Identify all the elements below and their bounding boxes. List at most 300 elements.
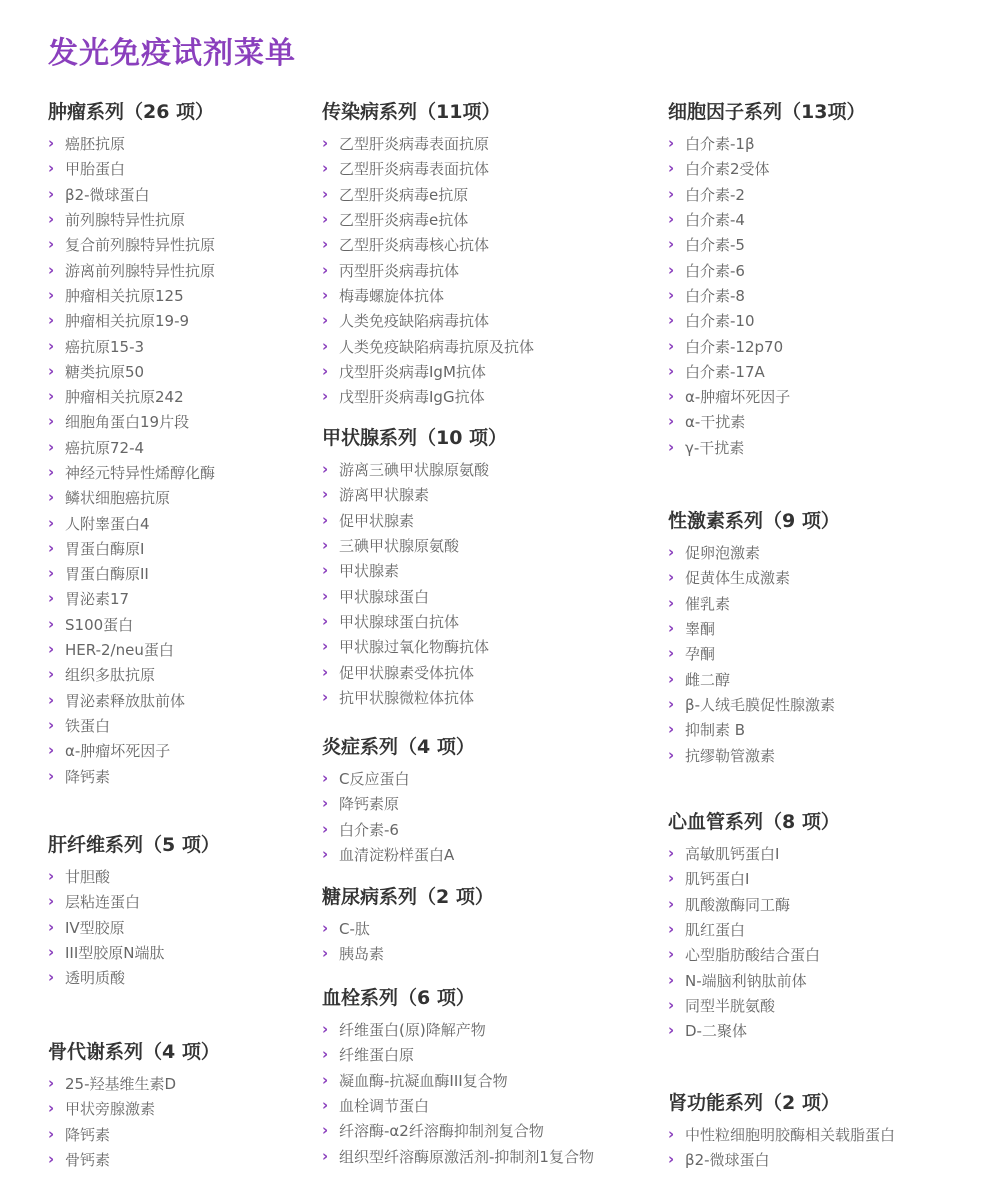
item-label: β2-微球蛋白	[65, 185, 150, 204]
list-item	[48, 435, 215, 460]
chevron-right-icon: ›	[48, 134, 55, 153]
list-item	[48, 409, 215, 434]
item-label: 甲胎蛋白	[65, 160, 126, 179]
section-heading: 传染病系列（11项）	[322, 101, 501, 123]
chevron-right-icon: ›	[322, 460, 329, 479]
chevron-right-icon: ›	[668, 894, 675, 913]
chevron-right-icon: ›	[48, 690, 55, 709]
list-item	[668, 156, 865, 181]
list-item	[48, 738, 215, 763]
item-label: N-端脑利钠肽前体	[685, 971, 807, 990]
item-label: 高敏肌钙蛋白I	[685, 845, 780, 864]
item-label: 肿瘤相关抗原242	[65, 388, 184, 407]
item-label: 白介素-4	[685, 211, 745, 230]
section-heading: 肿瘤系列（26 项）	[48, 101, 215, 123]
item-label: 人附睾蛋白4	[65, 514, 150, 533]
chevron-right-icon: ›	[322, 1045, 329, 1064]
chevron-right-icon: ›	[668, 970, 675, 989]
chevron-right-icon: ›	[668, 1150, 675, 1169]
chevron-right-icon: ›	[48, 614, 55, 633]
item-label: 白介素-6	[339, 820, 399, 839]
list-item	[668, 692, 840, 717]
section-heading: 细胞因子系列（13项）	[668, 101, 866, 123]
item-label: 胃泌素释放肽前体	[65, 691, 186, 710]
item-label: γ-干扰素	[685, 438, 745, 457]
list-item	[48, 1147, 220, 1172]
item-label: 胃蛋白酶原II	[65, 565, 149, 584]
item-label: 戊型肝炎病毒IgM抗体	[339, 362, 486, 381]
section-tumor	[48, 99, 215, 789]
item-label: 促甲状腺素受体抗体	[339, 663, 475, 682]
section-inflammation	[322, 734, 475, 867]
chevron-right-icon: ›	[322, 919, 329, 938]
section-heading: 肝纤维系列（5 项）	[48, 834, 220, 856]
list-item	[48, 283, 215, 308]
list-item	[322, 1118, 594, 1143]
section-thyroid	[322, 425, 507, 710]
item-label: 白介素-1β	[685, 135, 755, 154]
item-label: 纤维蛋白原	[339, 1046, 415, 1065]
chevron-right-icon: ›	[48, 488, 55, 507]
chevron-right-icon: ›	[322, 845, 329, 864]
list-item	[48, 359, 215, 384]
item-label: 肌酸激酶同工酶	[685, 895, 791, 914]
list-item	[322, 1017, 594, 1042]
list-item	[322, 457, 507, 482]
item-label: IV型胶原	[65, 918, 125, 937]
list-item	[322, 257, 534, 282]
chevron-right-icon: ›	[48, 1150, 55, 1169]
chevron-right-icon: ›	[668, 311, 675, 330]
item-label: 细胞角蛋白19片段	[65, 413, 190, 432]
item-label: 人类免疫缺陷病毒抗原及抗体	[339, 337, 535, 356]
item-label: 游离三碘甲状腺原氨酸	[339, 461, 490, 480]
list-item	[322, 156, 534, 181]
item-label: 甲状腺球蛋白	[339, 587, 430, 606]
item-label: 甲状腺过氧化物酶抗体	[339, 638, 490, 657]
section-heading: 心血管系列（8 项）	[668, 811, 840, 833]
item-label: 血清淀粉样蛋白A	[339, 846, 455, 865]
item-label: 组织多肽抗原	[65, 666, 156, 685]
list-item	[668, 409, 865, 434]
list-item	[668, 742, 840, 767]
list-item	[48, 965, 220, 990]
chevron-right-icon: ›	[322, 184, 329, 203]
item-label: 胃泌素17	[65, 590, 130, 609]
list-item	[48, 510, 215, 535]
chevron-right-icon: ›	[322, 1096, 329, 1115]
list-item	[48, 333, 215, 358]
list-item	[668, 359, 865, 384]
item-list	[322, 131, 534, 409]
item-label: 复合前列腺特异性抗原	[65, 236, 216, 255]
item-list	[48, 864, 220, 990]
list-item	[668, 207, 865, 232]
chevron-right-icon: ›	[48, 260, 55, 279]
chevron-right-icon: ›	[322, 662, 329, 681]
chevron-right-icon: ›	[322, 159, 329, 178]
list-item	[48, 207, 215, 232]
list-item	[48, 182, 215, 207]
chevron-right-icon: ›	[322, 510, 329, 529]
chevron-right-icon: ›	[668, 669, 675, 688]
chevron-right-icon: ›	[48, 589, 55, 608]
item-label: 乙型肝炎病毒e抗原	[339, 185, 469, 204]
item-label: 抗甲状腺微粒体抗体	[339, 688, 475, 707]
list-item	[668, 616, 840, 641]
chevron-right-icon: ›	[48, 235, 55, 254]
item-label: 鳞状细胞癌抗原	[65, 489, 171, 508]
item-label: S100蛋白	[65, 615, 134, 634]
chevron-right-icon: ›	[48, 210, 55, 229]
list-item	[668, 283, 865, 308]
item-label: 三碘甲状腺原氨酸	[339, 537, 460, 556]
list-item	[668, 1122, 895, 1147]
item-label: 甲状腺素	[339, 562, 400, 581]
item-label: 甲状旁腺激素	[65, 1100, 156, 1119]
list-item	[322, 131, 534, 156]
list-item	[48, 915, 220, 940]
item-label: 癌胚抗原	[65, 135, 126, 154]
item-label: 白介素-17A	[685, 362, 765, 381]
chevron-right-icon: ›	[322, 260, 329, 279]
section-cytokine	[668, 99, 865, 460]
chevron-right-icon: ›	[322, 611, 329, 630]
item-list	[668, 131, 865, 460]
item-label: C-肽	[339, 920, 370, 939]
item-label: 戊型肝炎病毒IgG抗体	[339, 388, 485, 407]
item-label: 白介素-6	[685, 261, 745, 280]
item-label: 催乳素	[685, 594, 731, 613]
chevron-right-icon: ›	[48, 463, 55, 481]
chevron-right-icon: ›	[668, 869, 675, 888]
list-item	[322, 766, 475, 791]
item-label: 梅毒螺旋体抗体	[339, 286, 445, 305]
item-label: 抗缪勒管激素	[685, 746, 776, 765]
chevron-right-icon: ›	[668, 437, 675, 456]
chevron-right-icon: ›	[668, 260, 675, 279]
list-item	[48, 1122, 220, 1147]
list-item	[322, 659, 507, 684]
section-heading: 甲状腺系列（10 项）	[322, 427, 508, 449]
list-item	[322, 842, 475, 867]
section-heading: 性激素系列（9 项）	[668, 510, 840, 532]
item-label: 神经元特异性烯醇化酶	[65, 464, 216, 482]
item-label: 同型半胱氨酸	[685, 996, 776, 1015]
chevron-right-icon: ›	[668, 361, 675, 380]
chevron-right-icon: ›	[48, 640, 55, 659]
list-item	[48, 485, 215, 510]
chevron-right-icon: ›	[668, 568, 675, 587]
chevron-right-icon: ›	[668, 1125, 675, 1144]
list-item	[322, 1093, 594, 1118]
item-list	[322, 916, 494, 967]
item-label: 胃蛋白酶原I	[65, 539, 145, 558]
page-title: 发光免疫试剂菜单	[48, 36, 296, 71]
section-thrombosis	[322, 985, 594, 1169]
chevron-right-icon: ›	[322, 794, 329, 813]
list-item	[668, 308, 865, 333]
item-label: 乙型肝炎病毒表面抗原	[339, 135, 490, 154]
list-item	[322, 583, 507, 608]
list-item	[48, 586, 215, 611]
chevron-right-icon: ›	[48, 513, 55, 532]
item-label: 纤溶酶-α2纤溶酶抑制剂复合物	[339, 1122, 544, 1141]
section-sex-hormone	[668, 508, 840, 768]
item-label: 促卵泡激素	[685, 544, 761, 563]
item-list	[322, 457, 507, 710]
item-label: β-人绒毛膜促性腺激素	[685, 695, 835, 714]
list-item	[48, 763, 215, 788]
chevron-right-icon: ›	[48, 564, 55, 583]
list-item	[322, 609, 507, 634]
list-item	[48, 257, 215, 282]
list-item	[668, 131, 865, 156]
chevron-right-icon: ›	[668, 235, 675, 254]
list-item	[48, 384, 215, 409]
list-item	[668, 540, 840, 565]
list-item	[668, 666, 840, 691]
item-label: HER-2/neu蛋白	[65, 641, 174, 660]
list-item	[668, 1018, 840, 1043]
list-item	[48, 713, 215, 738]
item-list	[322, 766, 475, 867]
chevron-right-icon: ›	[668, 619, 675, 638]
item-label: 甲状腺球蛋白抗体	[339, 612, 460, 631]
list-item	[668, 967, 840, 992]
item-list	[668, 841, 840, 1043]
chevron-right-icon: ›	[668, 184, 675, 203]
item-label: 白介素-10	[685, 312, 755, 331]
list-item	[322, 1143, 594, 1168]
list-item	[48, 536, 215, 561]
list-item	[668, 917, 840, 942]
item-label: 组织型纤溶酶原激活剂-抑制剂1复合物	[339, 1147, 594, 1166]
list-item	[668, 641, 840, 666]
item-label: 白介素-2	[685, 185, 745, 204]
item-label: α-肿瘤坏死因子	[65, 742, 171, 761]
item-label: 人类免疫缺陷病毒抗体	[339, 312, 490, 331]
list-item	[668, 866, 840, 891]
item-list	[48, 131, 215, 789]
item-label: α-肿瘤坏死因子	[685, 388, 791, 407]
item-label: 乙型肝炎病毒e抗体	[339, 211, 469, 230]
section-bone	[48, 1039, 220, 1172]
item-label: 癌抗原72-4	[65, 438, 145, 457]
chevron-right-icon: ›	[48, 361, 55, 380]
list-item	[322, 634, 507, 659]
chevron-right-icon: ›	[322, 1020, 329, 1039]
chevron-right-icon: ›	[668, 720, 675, 739]
chevron-right-icon: ›	[48, 968, 55, 987]
list-item	[48, 561, 215, 586]
item-list	[668, 540, 840, 768]
chevron-right-icon: ›	[322, 769, 329, 788]
item-list	[322, 1017, 594, 1169]
list-item	[48, 688, 215, 713]
chevron-right-icon: ›	[322, 536, 329, 555]
chevron-right-icon: ›	[668, 694, 675, 713]
item-label: 胰岛素	[339, 945, 385, 964]
chevron-right-icon: ›	[48, 311, 55, 330]
item-label: 白介素2受体	[685, 160, 770, 179]
chevron-right-icon: ›	[48, 437, 55, 456]
item-label: III型胶原N端肽	[65, 944, 165, 963]
chevron-right-icon: ›	[322, 210, 329, 229]
chevron-right-icon: ›	[668, 844, 675, 863]
chevron-right-icon: ›	[48, 412, 55, 431]
item-label: 降钙素	[65, 1125, 111, 1144]
list-item	[322, 941, 494, 966]
item-label: 促甲状腺素	[339, 511, 415, 530]
item-label: 肌钙蛋白I	[685, 870, 750, 889]
item-label: α-干扰素	[685, 413, 746, 432]
list-item	[48, 308, 215, 333]
list-item	[322, 1068, 594, 1093]
item-label: 中性粒细胞明胶酶相关载脂蛋白	[685, 1126, 896, 1145]
chevron-right-icon: ›	[322, 1070, 329, 1089]
chevron-right-icon: ›	[322, 1146, 329, 1165]
list-item	[668, 1147, 895, 1172]
section-heading: 炎症系列（4 项）	[322, 736, 475, 758]
item-label: 降钙素原	[339, 795, 400, 814]
chevron-right-icon: ›	[668, 995, 675, 1014]
item-label: 肿瘤相关抗原19-9	[65, 312, 190, 331]
chevron-right-icon: ›	[322, 586, 329, 605]
chevron-right-icon: ›	[668, 134, 675, 153]
item-label: 铁蛋白	[65, 716, 111, 735]
section-liver-fibrosis	[48, 832, 220, 990]
chevron-right-icon: ›	[48, 538, 55, 557]
list-item	[48, 612, 215, 637]
chevron-right-icon: ›	[322, 819, 329, 838]
chevron-right-icon: ›	[322, 311, 329, 330]
item-label: 骨钙素	[65, 1151, 111, 1170]
list-item	[322, 182, 534, 207]
item-label: 透明质酸	[65, 969, 126, 988]
item-label: 白介素-8	[685, 286, 745, 305]
list-item	[322, 333, 534, 358]
chevron-right-icon: ›	[48, 741, 55, 760]
chevron-right-icon: ›	[322, 687, 329, 706]
item-label: β2-微球蛋白	[685, 1151, 770, 1170]
item-label: 层粘连蛋白	[65, 893, 141, 912]
chevron-right-icon: ›	[322, 1121, 329, 1140]
chevron-right-icon: ›	[322, 387, 329, 406]
list-item	[48, 232, 215, 257]
chevron-right-icon: ›	[668, 644, 675, 663]
chevron-right-icon: ›	[322, 485, 329, 504]
item-list	[668, 1122, 895, 1173]
item-label: 乙型肝炎病毒表面抗体	[339, 160, 490, 179]
list-item	[322, 817, 475, 842]
list-item	[322, 283, 534, 308]
item-label: 雌二醇	[685, 670, 731, 689]
item-label: 抑制素 B	[685, 721, 746, 740]
chevron-right-icon: ›	[322, 235, 329, 254]
chevron-right-icon: ›	[48, 943, 55, 962]
chevron-right-icon: ›	[48, 867, 55, 886]
list-item	[668, 384, 865, 409]
chevron-right-icon: ›	[322, 285, 329, 304]
section-infectious	[322, 99, 534, 409]
chevron-right-icon: ›	[48, 766, 55, 785]
chevron-right-icon: ›	[48, 1074, 55, 1093]
chevron-right-icon: ›	[48, 665, 55, 684]
section-heading: 肾功能系列（2 项）	[668, 1092, 840, 1114]
list-item	[322, 207, 534, 232]
chevron-right-icon: ›	[668, 336, 675, 355]
list-item	[48, 460, 215, 485]
chevron-right-icon: ›	[668, 387, 675, 406]
item-label: 促黄体生成激素	[685, 569, 791, 588]
list-item	[668, 182, 865, 207]
item-label: 乙型肝炎病毒核心抗体	[339, 236, 490, 255]
item-label: 白介素-5	[685, 236, 745, 255]
list-item	[48, 940, 220, 965]
section-heading: 骨代谢系列（4 项）	[48, 1041, 220, 1063]
list-item	[322, 916, 494, 941]
chevron-right-icon: ›	[668, 412, 675, 431]
list-item	[48, 1071, 220, 1096]
list-item	[668, 232, 865, 257]
chevron-right-icon: ›	[322, 561, 329, 580]
list-item	[48, 131, 215, 156]
list-item	[668, 717, 840, 742]
chevron-right-icon: ›	[322, 336, 329, 355]
list-item	[48, 864, 220, 889]
list-item	[322, 384, 534, 409]
chevron-right-icon: ›	[48, 184, 55, 203]
list-item	[668, 435, 865, 460]
list-item	[322, 791, 475, 816]
chevron-right-icon: ›	[668, 920, 675, 939]
list-item	[322, 482, 507, 507]
item-label: 糖类抗原50	[65, 362, 145, 381]
item-label: 纤维蛋白(原)降解产物	[339, 1021, 486, 1040]
list-item	[668, 892, 840, 917]
chevron-right-icon: ›	[48, 715, 55, 734]
list-item	[668, 942, 840, 967]
chevron-right-icon: ›	[322, 134, 329, 153]
list-item	[322, 533, 507, 558]
section-heading: 糖尿病系列（2 项）	[322, 886, 494, 908]
chevron-right-icon: ›	[668, 593, 675, 612]
chevron-right-icon: ›	[48, 1124, 55, 1143]
item-label: 血栓调节蛋白	[339, 1097, 430, 1116]
item-label: 25-羟基维生素D	[65, 1075, 177, 1094]
list-item	[48, 156, 215, 181]
item-label: 甘胆酸	[65, 868, 111, 887]
list-item	[48, 889, 220, 914]
chevron-right-icon: ›	[322, 361, 329, 380]
list-item	[668, 993, 840, 1018]
chevron-right-icon: ›	[668, 285, 675, 304]
section-cardio	[668, 809, 840, 1043]
chevron-right-icon: ›	[668, 1021, 675, 1040]
chevron-right-icon: ›	[668, 945, 675, 964]
list-item	[322, 1042, 594, 1067]
item-label: 游离前列腺特异性抗原	[65, 261, 216, 280]
list-item	[668, 333, 865, 358]
list-item	[48, 1096, 220, 1121]
list-item	[48, 637, 215, 662]
chevron-right-icon: ›	[48, 159, 55, 178]
chevron-right-icon: ›	[322, 944, 329, 963]
item-label: 肿瘤相关抗原125	[65, 286, 184, 305]
list-item	[322, 308, 534, 333]
item-label: 白介素-12p70	[685, 337, 784, 356]
